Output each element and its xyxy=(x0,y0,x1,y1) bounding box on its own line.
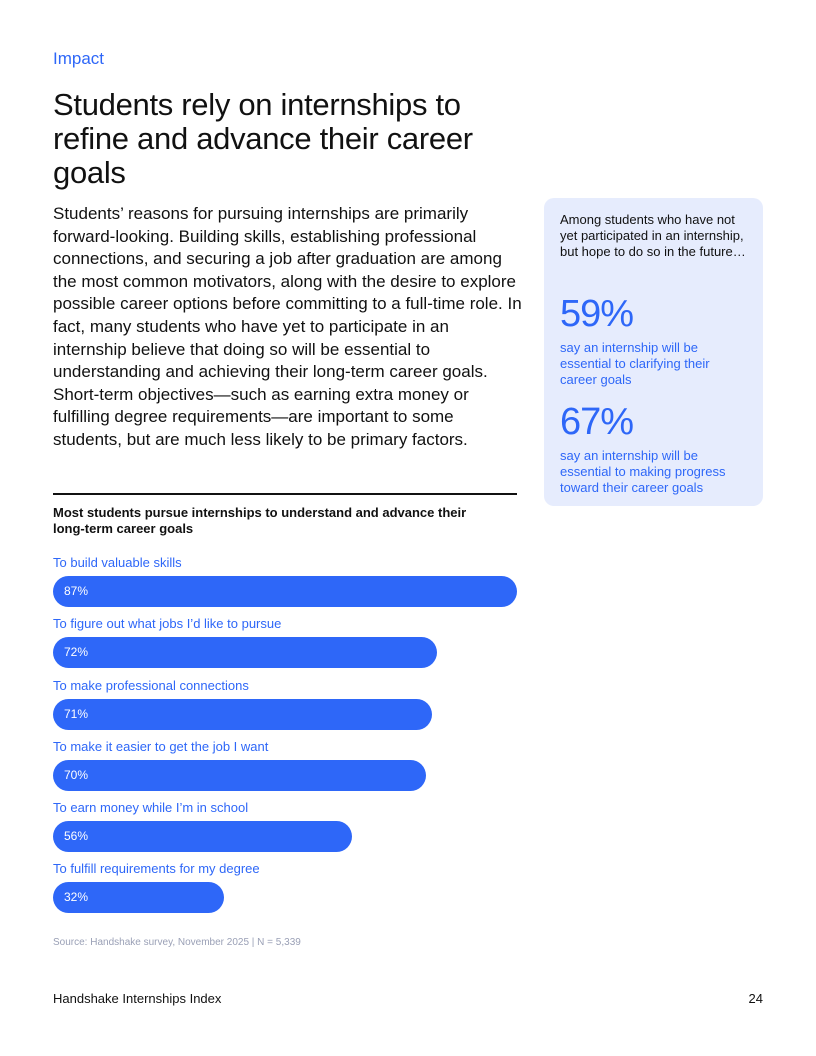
stat-value: 67% xyxy=(560,401,634,443)
chart-divider xyxy=(53,493,517,495)
bar xyxy=(53,637,437,668)
bar-category-label: To make professional connections xyxy=(53,677,249,693)
page-title: Students rely on internships to refine and advance their career goals xyxy=(53,87,473,190)
chart-row xyxy=(53,555,517,616)
chart-title: Most students pursue internships to understand and advance their long-term career goals xyxy=(53,505,467,536)
page-number: 24 xyxy=(748,991,763,1006)
chart-row xyxy=(53,861,517,922)
chart-row xyxy=(53,739,517,800)
bar-value-label: 56% xyxy=(64,829,89,844)
section-label: Impact xyxy=(53,49,105,68)
callout-intro: Among students who have not yet participated in an internship, but hope to do so in the future… xyxy=(560,212,746,259)
chart-row xyxy=(53,616,517,677)
bar-value-label: 71% xyxy=(64,706,89,721)
stat-value: 59% xyxy=(560,293,634,335)
bar-value-label: 72% xyxy=(64,645,89,660)
stat-block-2 xyxy=(560,402,750,496)
body-text: Students’ reasons for pursuing internships are primarily forward-looking. Building skills, establishing professional connections, and securing a job after graduation are among the most common motivators, along with the desire to explore possible career options before committing to a full-time role. In fact, many students who have yet to participate in an internship believe that doing so will be essential to understanding and achieving their long-term career goals. Short-term objectives—such as earning extra money or fulfilling degree requirements—are important to some students, but are much less likely to be primary factors. xyxy=(53,204,522,449)
bar-value-label: 70% xyxy=(64,767,89,782)
callout-box xyxy=(544,198,763,506)
stat-description: say an internship will be essential to clarifying their career goals xyxy=(560,340,710,387)
bar-category-label: To earn money while I’m in school xyxy=(53,800,249,816)
source-note: Source: Handshake survey, November 2025 | N = 5,339 xyxy=(53,937,301,948)
chart-row xyxy=(53,678,517,739)
chart-row xyxy=(53,800,517,861)
bar-category-label: To make it easier to get the job I want xyxy=(53,738,269,754)
stat-description: say an internship will be essential to making progress toward their career goals xyxy=(560,448,726,495)
footer-publication-title: Handshake Internships Index xyxy=(53,991,222,1006)
bar-chart xyxy=(53,555,517,923)
bar-category-label: To fulfill requirements for my degree xyxy=(53,861,260,877)
bar xyxy=(53,576,517,607)
bar xyxy=(53,699,432,730)
bar-category-label: To build valuable skills xyxy=(53,555,182,570)
bar-value-label: 87% xyxy=(64,584,89,598)
bar xyxy=(53,882,224,913)
bar-value-label: 32% xyxy=(64,890,89,905)
bar xyxy=(53,821,352,852)
stat-block-1 xyxy=(560,294,750,388)
bar xyxy=(53,760,426,791)
bar-category-label: To figure out what jobs I’d like to pursue xyxy=(53,616,282,632)
